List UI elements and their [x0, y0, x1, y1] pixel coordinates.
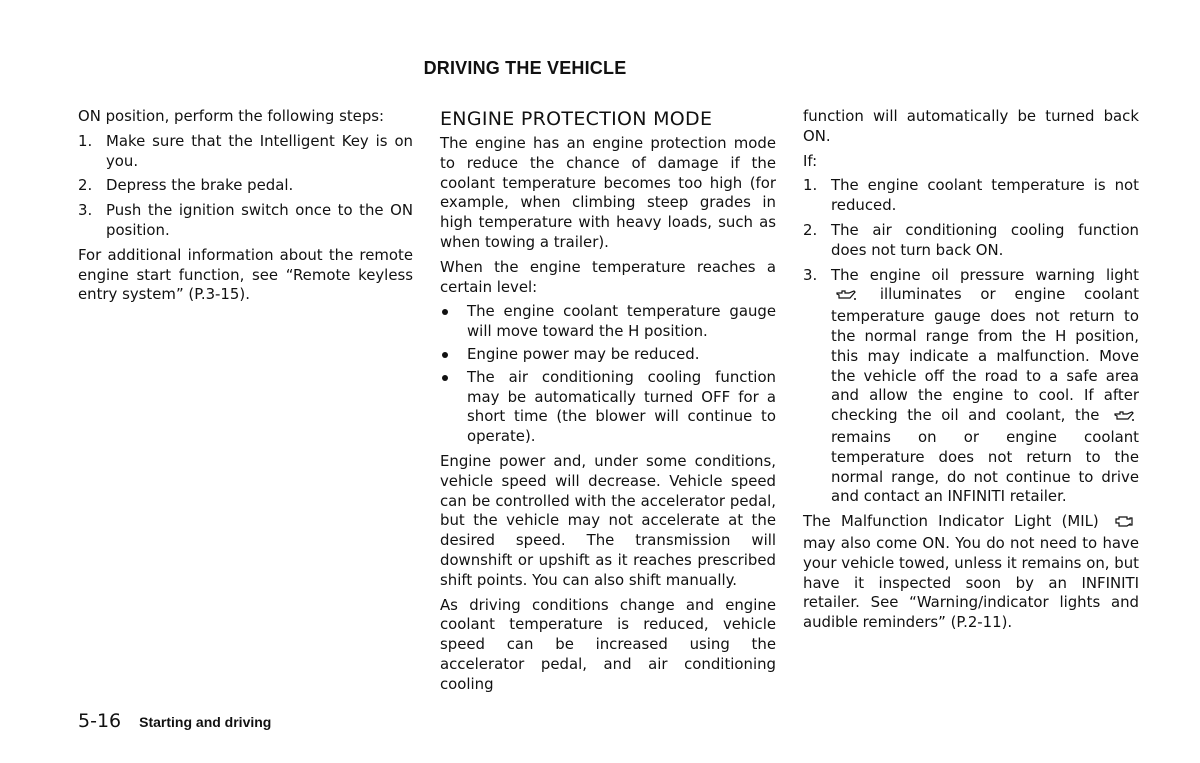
step-text: Make sure that the Intelligent Key is on you. — [106, 131, 413, 170]
item-text-part: The engine oil pressure warning light — [831, 265, 1139, 284]
paragraph-part: The Malfunction Indicator Light (MIL) — [803, 512, 1099, 531]
bullet-item — [440, 345, 776, 365]
page-footer — [78, 710, 271, 732]
item-text: The engine coolant temperature is not reduced. — [831, 176, 1139, 215]
bullet-item — [440, 302, 776, 342]
reference-paragraph: For additional information about the remote engine start function, see “Remote keyless entry system” (P.3-15). — [78, 245, 413, 304]
page-header: DRIVING THE VEHICLE — [423, 58, 627, 78]
section-heading: ENGINE PROTECTION MODE — [440, 108, 713, 130]
bullet-text: The air conditioning cooling function may be automatically turned OFF for a short time (the blower will continue to operate). — [467, 367, 776, 446]
step-number: 2. — [78, 176, 93, 195]
paragraph: When the engine temperature reaches a certain level: — [440, 257, 776, 296]
item-text — [831, 266, 1139, 508]
column-right — [803, 107, 1139, 638]
column-left — [78, 107, 413, 310]
check-engine-icon — [1113, 514, 1135, 534]
step-text: Depress the brake pedal. — [106, 176, 294, 195]
item-number: 1. — [803, 176, 818, 195]
paragraph: As driving conditions change and engine coolant temperature is reduced, vehicle speed can be increased using the accelerator pedal, and air conditioning cooling — [440, 595, 776, 693]
step-text: Push the ignition switch once to the ON position. — [106, 201, 413, 239]
list-item — [78, 132, 413, 172]
item-text-part: illuminates or engine coolant temperature gauge does not return to the normal range from the H position, this may indicate a malfunction. Move the vehicle off the road to a safe area and allow the engine to cool. If after checking the oil and coolant, the — [831, 285, 1139, 425]
intro-text: ON position, perform the following steps: — [78, 107, 385, 125]
oil-can-icon — [1113, 408, 1135, 428]
mil-paragraph — [803, 512, 1139, 633]
oil-can-icon — [835, 287, 857, 307]
item-text: The air conditioning cooling function does not turn back ON. — [831, 220, 1139, 259]
list-item — [78, 176, 413, 196]
bullet-icon — [440, 302, 467, 342]
item-number: 2. — [803, 220, 818, 239]
paragraph: If: — [803, 151, 818, 170]
item-number: 3. — [803, 265, 818, 284]
page-number: 5-16 — [78, 710, 122, 732]
item-text-part: remains on or engine coolant temperature does not return to the normal range, do not continue to drive and contact an INFINITI retailer. — [831, 427, 1139, 506]
bullet-text: The engine coolant temperature gauge will move toward the H position. — [467, 302, 776, 341]
list-item — [803, 266, 1139, 508]
paragraph: Engine power and, under some conditions, vehicle speed will decrease. Vehicle speed can be controlled with the accelerator pedal, but the vehicle may not accelerate at the desired speed. The transmission will downshift or upshift as it reaches prescribed shift points. You can also shift manually. — [440, 451, 776, 589]
step-number: 1. — [78, 131, 93, 150]
bullet-text: Engine power may be reduced. — [467, 344, 700, 363]
list-item — [78, 201, 413, 241]
bullet-icon — [440, 345, 467, 365]
paragraph: function will automatically be turned back ON. — [803, 107, 1139, 145]
bullet-icon — [440, 368, 467, 447]
column-middle — [440, 107, 776, 700]
list-item — [803, 176, 1139, 216]
paragraph-part: may also come ON. You do not need to have your vehicle towed, unless it remains on, but have it inspected soon by an INFINITI retailer. See “Warning/indicator lights and audible reminders” (P.2-11). — [803, 533, 1139, 632]
paragraph: The engine has an engine protection mode to reduce the chance of damage if the coolant temperature becomes too high (for example, when climbing steep grades in high temperature with heavy loads, such as when towing a trailer). — [440, 134, 776, 251]
footer-section-title: Starting and driving — [139, 714, 272, 730]
list-item — [803, 221, 1139, 261]
step-number: 3. — [78, 201, 93, 220]
bullet-item — [440, 368, 776, 447]
